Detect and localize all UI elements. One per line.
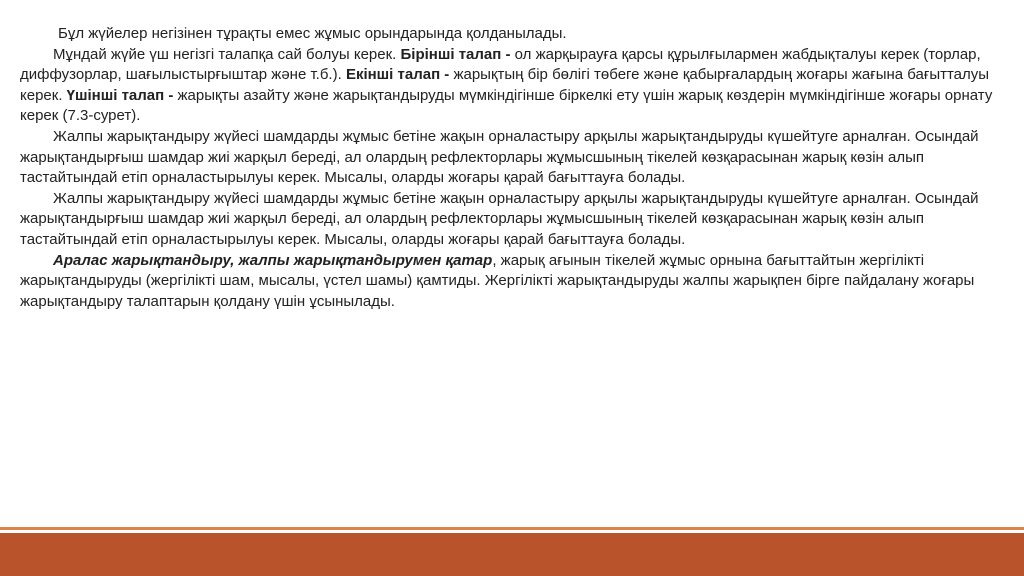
paragraph-3-text: Жалпы жарықтандыру жүйесі шамдарды жұмыс бетіне жақын орналастыру арқылы жарықтандыруды күшейтуге арналған. Осындай жарықтандырғыш шамдар жиі жарқыл береді, ал олардың рефлекторлары жұмысшының тікелей көзқарасынан жарық көзін алып тастайтындай етіп орналастырылуы керек. Мысалы, оларды жоғары қарай бағыттауға болады. [20, 127, 979, 187]
paragraph-2-intro: Мұндай жүйе үш негізгі талапқа сай болуы керек. [53, 45, 401, 63]
paragraph-1 [20, 24, 1004, 45]
requirement-3-label: Үшінші талап - [66, 86, 174, 104]
paragraph-5-text: , жарық ағынын тікелей жұмыс орнына бағыттайтын жергілікті жарықтандыруды (жергілікті шам, мысалы, үстел шамы) қамтиды. Жергілікті жарықтандыруды жалпы жарықпен бірге пайдалану жоғары жарықтандыру талаптарын қолдану үшін ұсынылады. [20, 251, 975, 310]
paragraph-4 [20, 189, 1004, 251]
footer-accent-line [0, 527, 1024, 530]
requirement-1-label: Бірінші талап - [400, 45, 511, 63]
paragraph-3 [20, 127, 1004, 189]
paragraph-2-text-b: жарықтың бір бөлігі төбеге және қабырғалардың жоғары жағына бағытталуы керек. [20, 66, 990, 104]
paragraph-2-text-c: жарықты азайту және жарықтандыруды мүмкіндігінше біркелкі ету үшін жарық көздерін мүмкіндігінше жоғары орнату керек (7.3-сурет). [20, 86, 993, 125]
paragraph-1-text: Бұл жүйелер негізінен тұрақты емес жұмыс орындарында қолданылады. [58, 25, 567, 42]
requirement-2-label: Екінші талап - [345, 66, 450, 84]
paragraph-2-text-a: ол жарқырауға қарсы құрылғылармен жабдықталуы керек (торлар, диффузорлар, шағылыстырғыштар және т.б.). [20, 45, 981, 84]
paragraph-2 [20, 45, 1004, 127]
paragraph-4-text: Жалпы жарықтандыру жүйесі шамдарды жұмыс бетіне жақын орналастыру арқылы жарықтандыруды күшейтуге арналған. Осындай жарықтандырғыш шамдар жиі жарқыл береді, ал олардың рефлекторлары жұмысшының тікелей көзқарасынан жарық көзін алып тастайтындай етіп орналастырылуы керек. Мысалы, оларды жоғары қарай бағыттауға болады. [20, 189, 979, 248]
paragraph-5 [20, 251, 1004, 313]
mixed-lighting-term: Аралас жарықтандыру, жалпы жарықтандырумен қатар [53, 251, 493, 269]
slide-body-text [20, 24, 1004, 312]
footer-bar [0, 533, 1024, 576]
